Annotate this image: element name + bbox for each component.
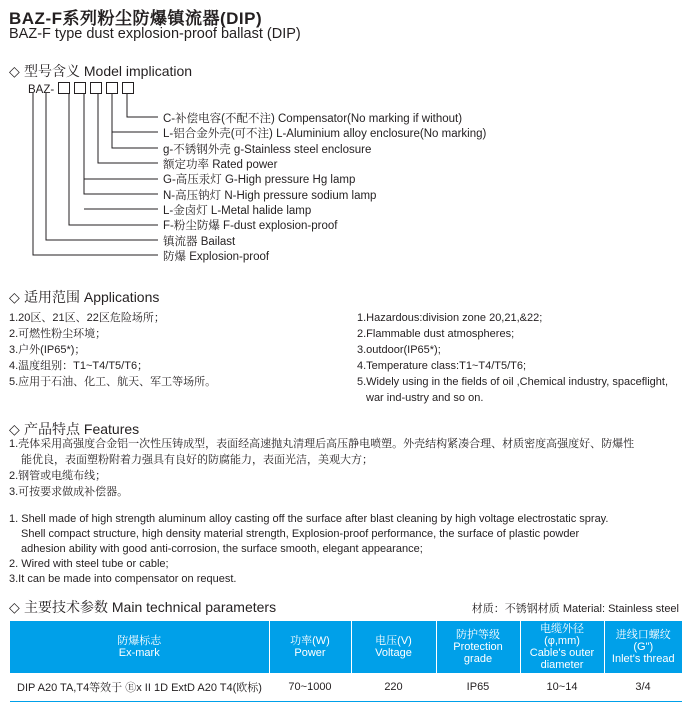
- features-cn-list: [9, 436, 634, 500]
- model-item: F-粉尘防爆 F-dust explosion-proof: [163, 220, 338, 232]
- model-heading-text: 型号含义 Model implication: [24, 63, 193, 79]
- column-header-en: Cable's outer diameter: [529, 647, 595, 671]
- column-header-cn: 功率(W): [290, 635, 330, 647]
- column-header-cn: 防爆标志: [117, 635, 162, 647]
- list-item: adhesion ability with good anti-corrosion, the surface smooth, elegant appearance;: [21, 543, 423, 555]
- model-item: L-铝合金外壳(可不注) L-Aluminium alloy enclosure(No marking): [163, 128, 487, 140]
- list-item: 5.Widely using in the fields of oil ,Chemical industry, spaceflight,: [357, 376, 668, 388]
- table-row: [10, 673, 682, 702]
- list-item: 2.Flammable dust atmospheres;: [357, 328, 515, 340]
- list-item: 3.户外(IP65*)；: [9, 344, 86, 356]
- applications-cn-list: [9, 310, 216, 390]
- table-cell-protection: IP65: [436, 673, 520, 702]
- column-header: [604, 621, 682, 673]
- list-item: 2. Wired with steel tube or cable;: [9, 558, 169, 570]
- list-item: 能优良，表面塑粉附着力强具有良好的防腐能力，表面光洁，美观大方；: [21, 454, 373, 466]
- column-header: [351, 621, 436, 673]
- table-cell-cable-diameter: 10~14: [520, 673, 604, 702]
- material-note: 材质：不锈钢材质 Material: Stainless steel: [471, 603, 679, 615]
- model-code-prefix: BAZ-: [28, 84, 55, 96]
- column-header-cn: 电压(V): [375, 635, 412, 647]
- column-header-en: Inlet's thread: [611, 653, 675, 665]
- list-item: 4.温度组别：T1~T4/T5/T6；: [9, 360, 149, 372]
- column-header: [436, 621, 520, 673]
- list-item: war ind-ustry and so on.: [366, 392, 484, 404]
- parameters-table: [10, 621, 682, 702]
- table-cell-power: 70~1000: [269, 673, 351, 702]
- list-item: 2.可燃性粉尘环境；: [9, 328, 107, 340]
- model-item: G-高压汞灯 G-High pressure Hg lamp: [163, 174, 356, 186]
- list-item: 5.应用于石油、化工、航天、军工等场所。: [9, 376, 217, 388]
- column-header-en: Power: [294, 647, 326, 659]
- features-heading-text: 产品特点 Features: [24, 421, 140, 437]
- list-item: Shell compact structure, high density material strength, Explosion-proof performance, the surface of plastic powder: [21, 528, 580, 540]
- params-heading: [9, 597, 276, 617]
- page-title: BAZ-F系列粉尘防爆镇流器(DIP): [9, 9, 263, 28]
- list-item: 1. Shell made of high strength aluminum alloy casting off the surface after blast cleaning by high voltage electrostatic spray.: [9, 513, 609, 525]
- list-item: 1.壳体采用高强度合金铝一次性压铸成型，表面经高速抛丸清理后高压静电喷塑。外壳结构紧凑合理、材质密度高强度好、防爆性: [9, 438, 635, 450]
- diamond-icon: ◇: [9, 421, 20, 437]
- page-subtitle: BAZ-F type dust explosion-proof ballast (DIP): [9, 26, 301, 42]
- list-item: 3.可按要求做成补偿器。: [9, 486, 129, 498]
- column-header-en: Voltage: [375, 647, 412, 659]
- list-item: 2.钢管或电缆布线；: [9, 470, 107, 482]
- column-header: [520, 621, 604, 673]
- model-item: 镇流器 Bailast: [163, 236, 236, 248]
- model-item: 额定功率 Rated power: [163, 159, 278, 171]
- diamond-icon: ◇: [9, 599, 20, 615]
- column-header: [269, 621, 351, 673]
- table-cell-voltage: 220: [351, 673, 436, 702]
- table-cell-exmark: DIP A20 TA,T4等效于 Ⓔx II 1D ExtD A20 T4(欧标): [10, 673, 269, 702]
- diamond-icon: ◇: [9, 63, 20, 79]
- params-heading-text: 主要技术参数 Main technical parameters: [24, 599, 277, 615]
- table-header-row: [10, 621, 682, 673]
- model-item: C-补偿电容(不配不注) Compensator(No marking if without): [163, 113, 463, 125]
- list-item: 3.It can be made into compensator on request.: [9, 573, 237, 585]
- features-en-list: [9, 512, 608, 587]
- list-item: 1.20区、21区、22区危险场所；: [9, 312, 165, 324]
- applications-heading: [9, 287, 159, 307]
- table-cell-inlet-thread: 3/4: [604, 673, 682, 702]
- column-header-cn: 电缆外径(φ,mm): [540, 623, 584, 647]
- applications-heading-text: 适用范围 Applications: [24, 289, 160, 305]
- diamond-icon: ◇: [9, 289, 20, 305]
- column-header-en: Ex-mark: [118, 647, 160, 659]
- model-item: g-不锈钢外壳 g-Stainless steel enclosure: [163, 144, 372, 156]
- model-item: 防爆 Explosion-proof: [163, 251, 270, 263]
- model-item: L-金卤灯 L-Metal halide lamp: [163, 205, 312, 217]
- model-item: N-高压钠灯 N-High pressure sodium lamp: [163, 190, 377, 202]
- applications-en-list: [357, 310, 668, 406]
- list-item: 1.Hazardous:division zone 20,21,&22;: [357, 312, 543, 324]
- column-header-cn: 进线口螺纹(G"): [615, 629, 671, 653]
- list-item: 4.Temperature class:T1~T4/T5/T6;: [357, 360, 527, 372]
- column-header-cn: 防护等级: [456, 629, 500, 641]
- column-header: [10, 621, 269, 673]
- column-header-en: Protection grade: [453, 641, 503, 665]
- list-item: 3.outdoor(IP65*);: [357, 344, 441, 356]
